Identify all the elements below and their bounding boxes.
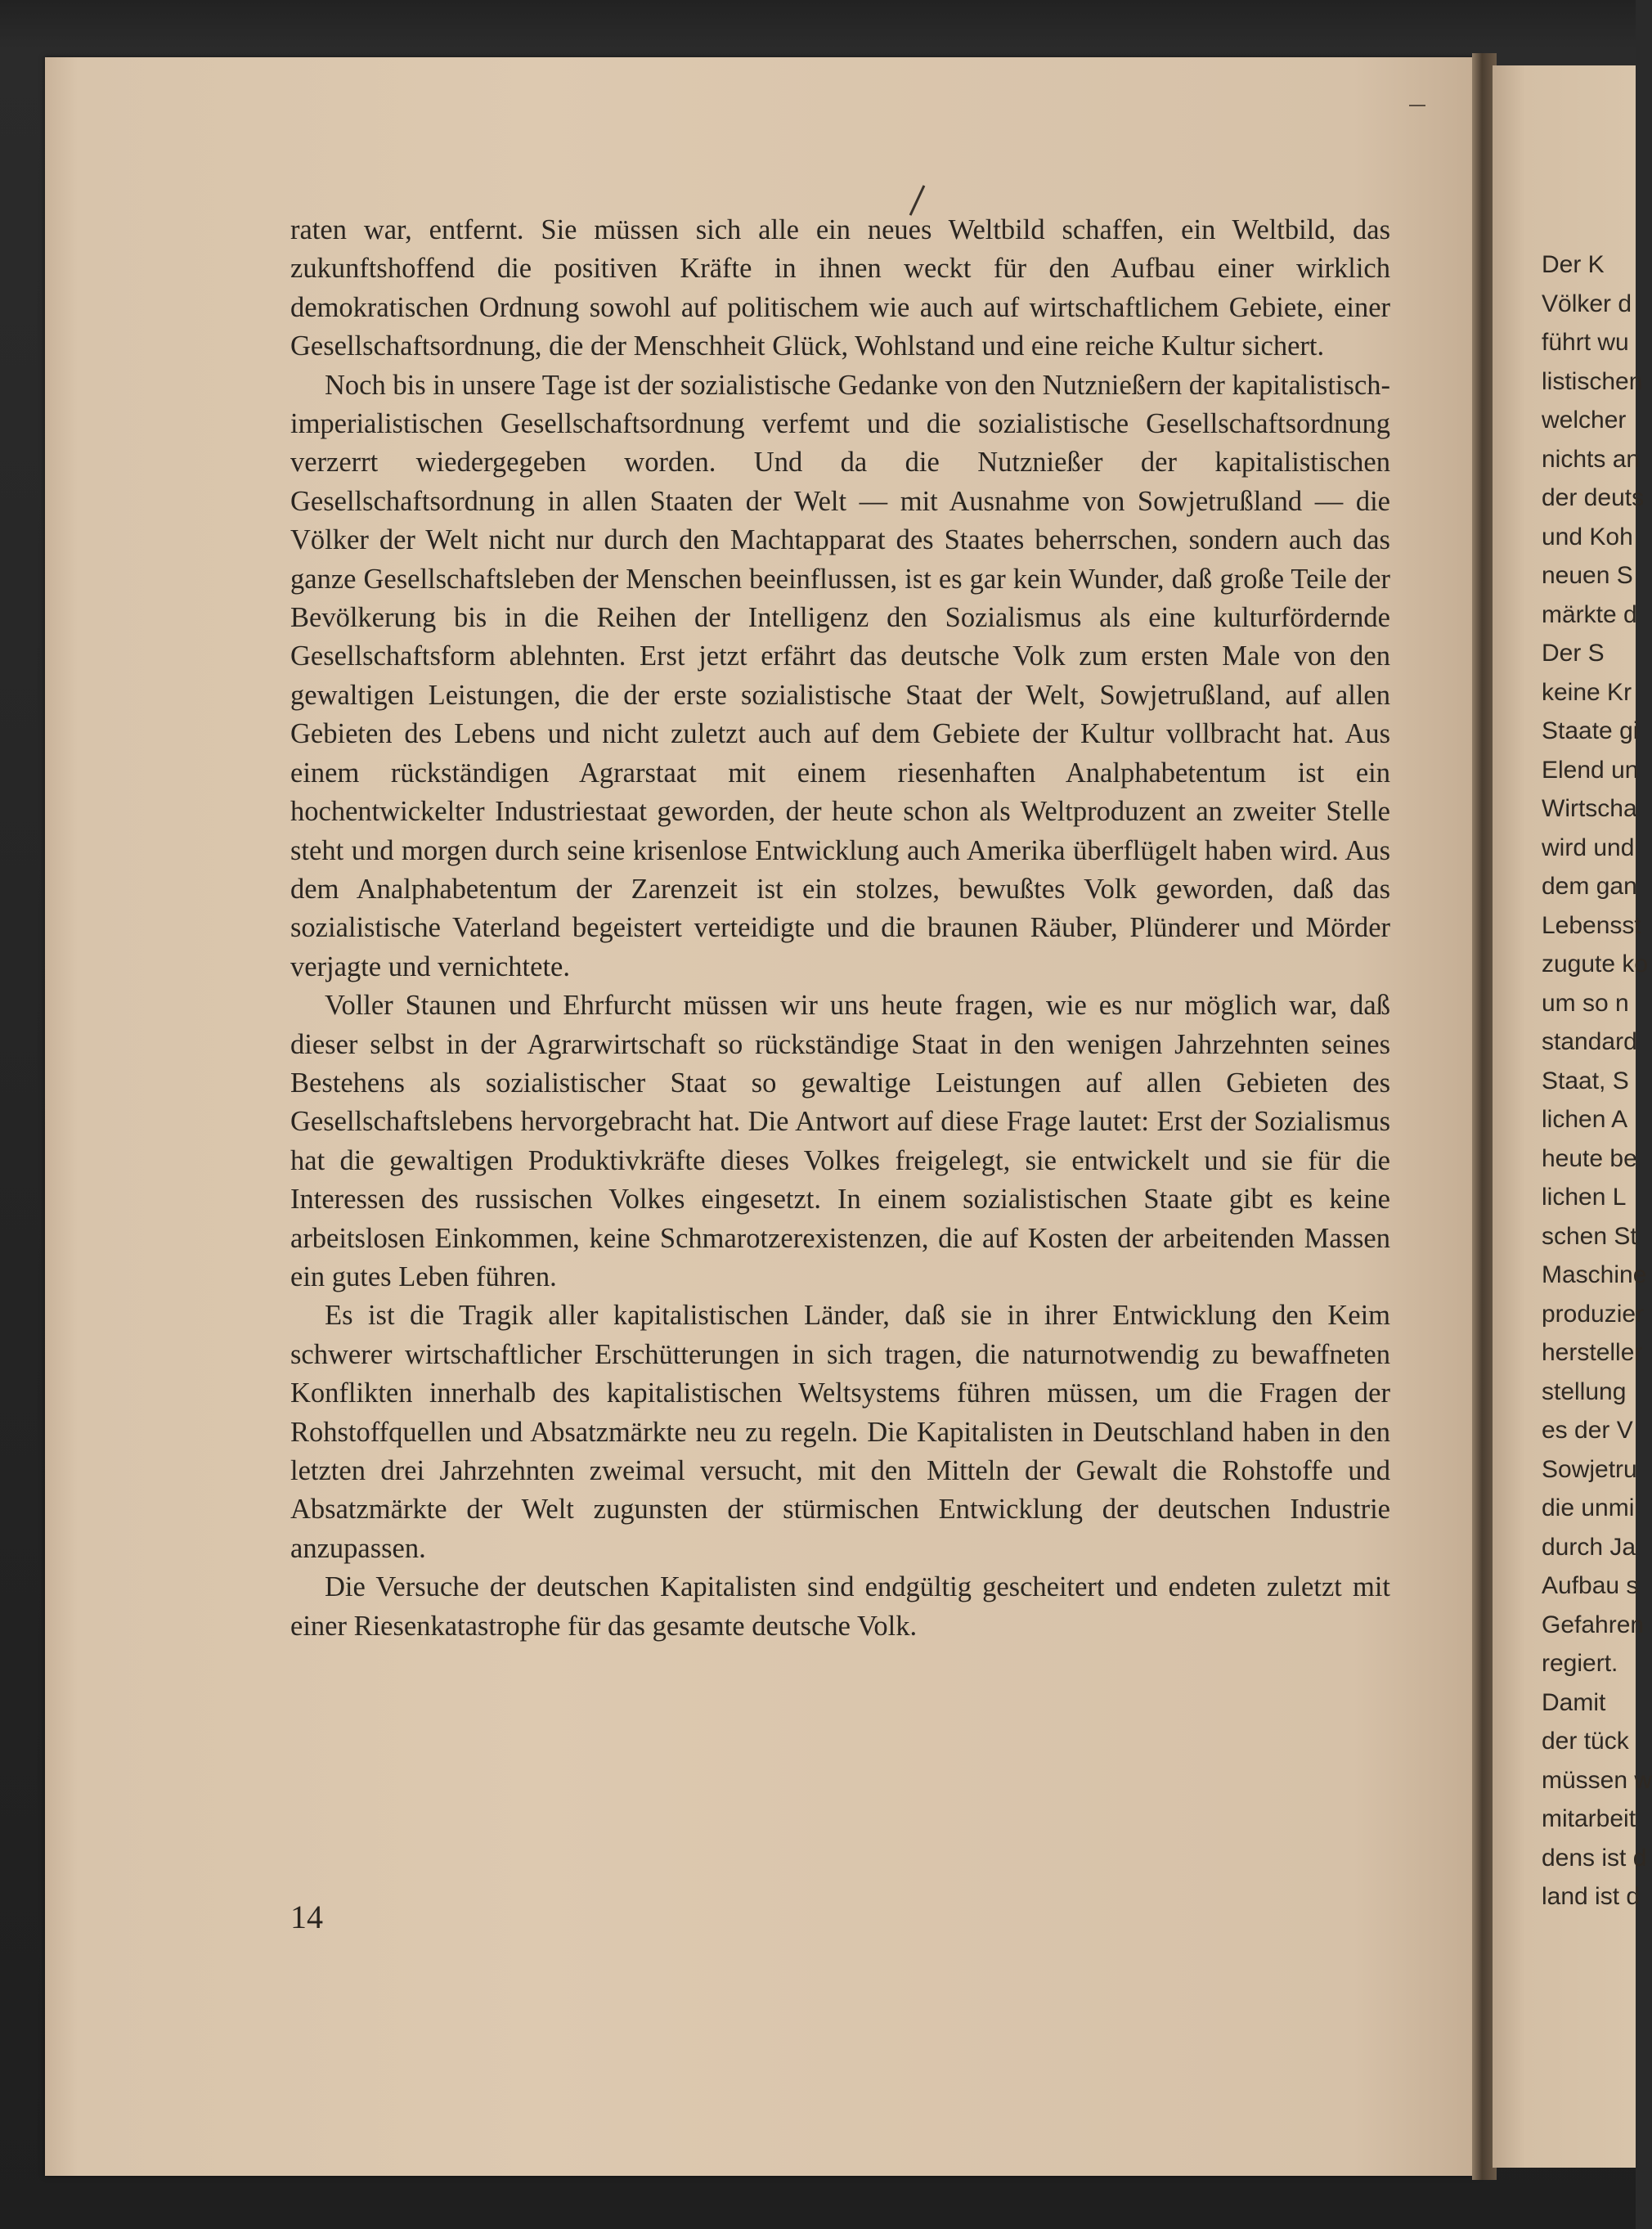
facing-line: welcher — [1542, 407, 1627, 434]
facing-line: wird und — [1542, 834, 1635, 861]
facing-line: Damit — [1542, 1688, 1606, 1716]
facing-line: der deuts — [1542, 484, 1645, 511]
facing-line: lichen A — [1542, 1106, 1628, 1133]
facing-line: die unmi — [1542, 1494, 1635, 1521]
facing-line: Gefahren — [1542, 1611, 1645, 1638]
facing-line: neuen S — [1542, 562, 1633, 589]
facing-line: stellung — [1542, 1377, 1627, 1405]
body-text — [290, 211, 1390, 1646]
facing-page-text — [1542, 245, 1652, 1917]
facing-line: Der S — [1542, 640, 1605, 667]
facing-line: zugute ko — [1542, 950, 1649, 977]
facing-line: Staat, S — [1542, 1067, 1629, 1094]
facing-line: märkte d — [1542, 600, 1637, 628]
facing-line: land ist d — [1542, 1883, 1641, 1910]
facing-line: es der V — [1542, 1417, 1633, 1444]
facing-line: Wirtscha — [1542, 795, 1637, 822]
facing-line: listischen — [1542, 367, 1643, 395]
paragraph: raten war, entfernt. Sie müssen sich alle ein neues Weltbild schaffen, ein Weltbild, das zukunftshoffend die positiven Kräfte in ihnen weckt für den Aufbau einer wirklich demokratischen Ordnung sowohl auf politischem wie auch auf wirtschaftlichem Gebiete, einer Gesellschaftsordnung, die der Menschheit Glück, Wohlstand und eine reiche Kultur sichert. — [290, 214, 1390, 362]
facing-line: Sowjetru — [1542, 1455, 1637, 1483]
facing-line: Völker d — [1542, 290, 1632, 317]
facing-line: keine Kr — [1542, 678, 1632, 706]
facing-line: führt wu — [1542, 329, 1629, 356]
facing-line: Der K — [1542, 251, 1605, 278]
facing-line: dens ist d — [1542, 1844, 1647, 1872]
paragraph: Es ist die Tragik aller kapitalistischen Länder, daß sie in ihrer Entwicklung den Keim schwerer wirtschaftlicher Erschütterungen in sich tragen, die naturnotwendig zu bewaffneten Konflikten innerhalb des kapitalistischen Weltsystems führen müssen, um die Fragen der Rohstoffquellen und Absatzmärkte neu zu regeln. Die Kapitalisten in Deutschland haben in den letzten drei Jahrzehnten zweimal versucht, mit den Mitteln der Gewalt die Rohstoffe und Absatzmärkte der Welt zugunsten der stürmischen Entwicklung der deutschen Industrie anzupassen. — [290, 1300, 1390, 1564]
paragraph: Voller Staunen und Ehrfurcht müssen wir uns heute fragen, wie es nur möglich war, daß dieser selbst in der Agrarwirtschaft so rückständige Staat in den wenigen Jahrzehnten seines Bestehens als sozialistischer Staat so gewaltige Leistungen auf allen Gebieten des Gesellschaftslebens hervorgebracht hat. Die Antwort auf diese Frage lautet: Erst der Sozialismus hat die gewaltigen Produktivkräfte dieses Volkes freigelegt, sie entwickelt und sie für die Interessen des russischen Volkes eingesetzt. In einem sozialistischen Staate gibt es keine arbeitslosen Einkommen, keine Schmarotzerexistenzen, die auf Kosten der arbeitenden Massen ein gutes Leben führen. — [290, 990, 1390, 1292]
facing-line: produzier — [1542, 1300, 1645, 1328]
dash-mark — [1409, 105, 1425, 106]
facing-line: um so n — [1542, 989, 1629, 1017]
facing-line: der tück — [1542, 1728, 1629, 1755]
facing-line: dem gan — [1542, 873, 1637, 900]
facing-line: heute be — [1542, 1144, 1637, 1172]
facing-line: mitarbeit — [1542, 1805, 1636, 1832]
paragraph: Die Versuche der deutschen Kapitalisten sind endgültig gescheitert und endeten zuletzt mit einer Riesenkatastrophe für das gesamte deutsche Volk. — [290, 1571, 1390, 1642]
facing-line: und Koh — [1542, 523, 1633, 551]
facing-line: durch Ja — [1542, 1533, 1636, 1561]
facing-line: Elend un — [1542, 756, 1639, 784]
facing-line: schen St — [1542, 1222, 1637, 1250]
facing-line: Maschine — [1542, 1261, 1647, 1288]
facing-line: Aufbau s — [1542, 1572, 1639, 1599]
facing-line: nichts an — [1542, 445, 1641, 473]
facing-line: Lebensst — [1542, 911, 1641, 939]
facing-line: hersteller — [1542, 1339, 1643, 1366]
facing-line: standard — [1542, 1028, 1637, 1055]
facing-line: müssen w — [1542, 1766, 1652, 1794]
facing-line: lichen L — [1542, 1184, 1627, 1211]
paragraph: Noch bis in unsere Tage ist der sozialistische Gedanke von den Nutznießern der kapitalistisch-imperialistischen Gesellschaftsordnung verfemt und die sozialistische Gesellschaftsordnung verzerrt wiedergegeben worden. Und da die Nutznießer der kapitalistischen Gesellschaftsordnung in allen Staaten der Welt — mit Ausnahme von Sowjetrußland — die Völker der Welt nicht nur durch den Machtapparat des Staates beherrschen, sondern auch das ganze Gesellschaftsleben der Menschen beeinflussen, ist es gar kein Wunder, daß große Teile der Bevölkerung bis in die Reihen der Intelligenz den Sozialismus als eine kulturfördernde Gesellschaftsform ablehnten. Erst jetzt erfährt das deutsche Volk zum ersten Male von den gewaltigen Leistungen, die der erste sozialistische Staat der Welt, Sowjetrußland, auf allen Gebieten des Lebens und nicht zuletzt auch auf dem Gebiete der Kultur vollbracht hat. Aus einem rückständigen Agrarstaat mit einem riesenhaften Analphabetentum ist ein hochentwickelter Industriestaat geworden, der heute schon als Weltproduzent an zweiter Stelle steht und morgen durch seine krisenlose Entwicklung auch Amerika überflügelt haben wird. Aus dem Analphabetentum der Zarenzeit ist ein stolzes, bewußtes Volk geworden, daß das sozialistische Vaterland begeistert verteidigte und die braunen Räuber, Plünderer und Mörder verjagte und vernichtete. — [290, 369, 1390, 982]
facing-line: Staate gi — [1542, 717, 1639, 744]
page-number: 14 — [290, 1899, 323, 1935]
facing-line: regiert. — [1542, 1650, 1618, 1677]
